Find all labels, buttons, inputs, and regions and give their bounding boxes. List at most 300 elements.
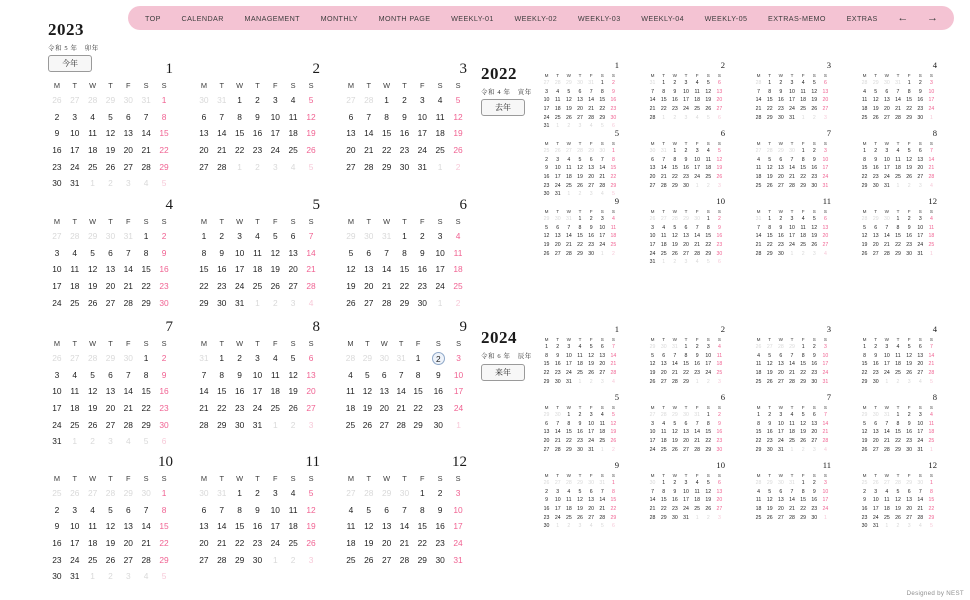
day-cell[interactable]: 19 — [716, 165, 723, 172]
day-cell[interactable]: 14 — [789, 361, 795, 368]
day-cell[interactable]: 8 — [219, 369, 225, 380]
day-cell[interactable]: 9 — [219, 247, 225, 258]
day-cell[interactable]: 5 — [929, 523, 933, 530]
day-cell[interactable]: 3 — [812, 250, 816, 257]
day-cell[interactable]: 12 — [543, 233, 550, 240]
day-cell[interactable]: 14 — [141, 521, 151, 532]
day-cell[interactable]: 7 — [673, 352, 677, 359]
day-cell[interactable]: 15 — [660, 497, 667, 504]
day-cell[interactable]: 31 — [141, 95, 151, 106]
day-cell[interactable]: 3 — [874, 488, 878, 495]
day-cell[interactable]: 10 — [694, 156, 701, 163]
day-cell[interactable]: 10 — [705, 352, 712, 359]
day-cell[interactable]: 13 — [660, 361, 667, 368]
day-cell[interactable]: 9 — [907, 224, 911, 231]
day-cell[interactable]: 7 — [885, 224, 889, 231]
day-cell[interactable]: 23 — [435, 538, 445, 549]
day-cell[interactable]: 31 — [895, 80, 901, 87]
day-cell[interactable]: 26 — [70, 488, 80, 499]
day-cell[interactable]: 23 — [766, 438, 773, 445]
day-cell[interactable]: 24 — [928, 106, 935, 113]
day-cell[interactable]: 24 — [822, 370, 829, 377]
day-cell[interactable]: 2 — [779, 216, 783, 223]
day-cell[interactable]: 13 — [683, 429, 689, 436]
day-cell[interactable]: 26 — [766, 378, 773, 385]
day-cell[interactable]: 29 — [159, 554, 169, 565]
day-cell[interactable]: 29 — [105, 353, 116, 364]
day-cell[interactable]: 13 — [554, 233, 561, 240]
day-cell[interactable]: 11 — [599, 420, 605, 427]
day-cell[interactable]: 22 — [381, 145, 392, 156]
day-cell[interactable]: 3 — [918, 412, 922, 419]
day-cell[interactable]: 13 — [822, 88, 829, 95]
day-cell[interactable]: 22 — [660, 106, 667, 113]
day-cell[interactable]: 21 — [565, 242, 572, 249]
day-cell[interactable]: 24 — [554, 514, 561, 521]
day-cell[interactable]: 23 — [811, 370, 818, 377]
day-cell[interactable]: 26 — [565, 114, 572, 121]
day-cell[interactable]: 14 — [883, 233, 890, 240]
day-cell[interactable]: 30 — [379, 353, 389, 364]
day-cell[interactable]: 8 — [143, 369, 149, 380]
day-cell[interactable]: 20 — [917, 165, 924, 172]
day-cell[interactable]: 18 — [565, 506, 572, 513]
day-cell[interactable]: 31 — [588, 446, 595, 453]
day-cell[interactable]: 26 — [577, 182, 583, 189]
day-cell[interactable]: 23 — [52, 161, 62, 172]
day-cell[interactable]: 22 — [705, 438, 712, 445]
day-cell[interactable]: 2 — [219, 231, 225, 242]
day-cell[interactable]: 27 — [554, 250, 561, 257]
day-cell[interactable]: 30 — [159, 419, 169, 430]
day-cell[interactable]: 10 — [789, 224, 795, 231]
day-cell[interactable]: 19 — [105, 145, 116, 156]
day-cell[interactable]: 16 — [811, 165, 818, 172]
day-cell[interactable]: 25 — [435, 145, 445, 156]
day-cell[interactable]: 30 — [141, 488, 151, 499]
day-cell[interactable]: 6 — [874, 420, 878, 427]
day-cell[interactable]: 21 — [306, 264, 316, 275]
day-cell[interactable]: 12 — [577, 497, 583, 504]
day-cell[interactable]: 23 — [671, 106, 678, 113]
day-cell[interactable]: 3 — [578, 523, 582, 530]
day-cell[interactable]: 2 — [578, 191, 582, 198]
day-cell[interactable]: 28 — [917, 514, 924, 521]
day-cell[interactable]: 31 — [789, 114, 795, 121]
nav-item-weekly-02[interactable]: WEEKLY-02 — [514, 13, 558, 23]
day-cell[interactable]: 25 — [883, 514, 890, 521]
day-cell[interactable]: 8 — [384, 111, 389, 122]
day-cell[interactable]: 10 — [789, 88, 795, 95]
day-cell[interactable]: 13 — [917, 352, 924, 359]
day-cell[interactable]: 18 — [610, 233, 617, 240]
day-cell[interactable]: 29 — [766, 250, 773, 257]
day-cell[interactable]: 11 — [270, 369, 280, 380]
day-cell[interactable]: 4 — [695, 114, 699, 121]
day-cell[interactable]: 11 — [346, 386, 355, 397]
day-cell[interactable]: 1 — [885, 378, 889, 385]
day-cell[interactable]: 27 — [87, 488, 98, 499]
day-cell[interactable]: 26 — [811, 106, 818, 113]
day-cell[interactable]: 20 — [777, 370, 784, 377]
day-cell[interactable]: 24 — [453, 403, 464, 414]
day-cell[interactable]: 16 — [159, 386, 169, 397]
day-cell[interactable]: 31 — [822, 182, 829, 189]
day-cell[interactable]: 9 — [695, 352, 699, 359]
day-cell[interactable]: 30 — [105, 231, 116, 242]
day-cell[interactable]: 11 — [755, 165, 762, 172]
day-cell[interactable]: 6 — [918, 148, 922, 155]
day-cell[interactable]: 17 — [917, 233, 924, 240]
day-cell[interactable]: 24 — [789, 242, 795, 249]
day-cell[interactable]: 25 — [610, 242, 617, 249]
day-cell[interactable]: 14 — [694, 429, 701, 436]
day-cell[interactable]: 16 — [554, 361, 561, 368]
day-cell[interactable]: 23 — [252, 145, 263, 156]
day-cell[interactable]: 29 — [766, 114, 773, 121]
day-cell[interactable]: 22 — [906, 106, 913, 113]
day-cell[interactable]: 7 — [929, 148, 933, 155]
this-year-button[interactable]: 今年 — [48, 55, 92, 72]
day-cell[interactable]: 16 — [906, 429, 913, 436]
day-cell[interactable]: 10 — [435, 247, 445, 258]
nav-item-weekly-03[interactable]: WEEKLY-03 — [577, 13, 621, 23]
day-cell[interactable]: 20 — [123, 538, 133, 549]
day-cell[interactable]: 16 — [766, 429, 773, 436]
day-cell[interactable]: 28 — [364, 161, 374, 172]
day-cell[interactable]: 30 — [252, 554, 263, 565]
day-cell[interactable]: 3 — [456, 353, 461, 364]
day-cell[interactable]: 31 — [417, 161, 427, 172]
day-cell[interactable]: 17 — [705, 361, 712, 368]
day-cell[interactable]: 27 — [105, 297, 116, 308]
day-cell[interactable]: 28 — [565, 250, 572, 257]
day-cell[interactable]: 8 — [402, 247, 407, 258]
day-cell[interactable]: 17 — [694, 165, 701, 172]
day-cell[interactable]: 26 — [52, 353, 62, 364]
day-cell[interactable]: 8 — [161, 504, 167, 515]
day-cell[interactable]: 8 — [578, 224, 582, 231]
day-cell[interactable]: 28 — [141, 161, 151, 172]
day-cell[interactable]: 4 — [600, 412, 604, 419]
day-cell[interactable]: 27 — [70, 95, 80, 106]
day-cell[interactable]: 4 — [578, 344, 582, 351]
day-cell[interactable]: 30 — [399, 161, 410, 172]
day-cell[interactable]: 1 — [437, 161, 443, 172]
day-cell[interactable]: 20 — [716, 497, 723, 504]
day-cell[interactable]: 18 — [694, 497, 701, 504]
day-cell[interactable]: 5 — [863, 420, 867, 427]
day-cell[interactable]: 22 — [217, 403, 227, 414]
day-cell[interactable]: 1 — [823, 514, 827, 521]
day-cell[interactable]: 6 — [348, 111, 354, 122]
day-cell[interactable]: 3 — [589, 191, 593, 198]
day-cell[interactable]: 1 — [201, 231, 207, 242]
day-cell[interactable]: 8 — [907, 88, 911, 95]
day-cell[interactable]: 12 — [288, 369, 298, 380]
day-cell[interactable]: 20 — [660, 370, 667, 377]
day-cell[interactable]: 2 — [578, 412, 582, 419]
day-cell[interactable]: 22 — [159, 145, 169, 156]
day-cell[interactable]: 8 — [706, 224, 710, 231]
day-cell[interactable]: 10 — [883, 156, 890, 163]
day-cell[interactable]: 7 — [695, 224, 699, 231]
day-cell[interactable]: 18 — [800, 233, 807, 240]
day-cell[interactable]: 1 — [237, 95, 242, 106]
day-cell[interactable]: 24 — [705, 370, 712, 377]
day-cell[interactable]: 1 — [556, 523, 560, 530]
day-cell[interactable]: 2 — [812, 344, 816, 351]
day-cell[interactable]: 22 — [417, 538, 427, 549]
day-cell[interactable]: 1 — [219, 353, 225, 364]
day-cell[interactable]: 19 — [766, 370, 773, 377]
day-cell[interactable]: 17 — [588, 429, 595, 436]
day-cell[interactable]: 8 — [768, 88, 772, 95]
day-cell[interactable]: 4 — [662, 420, 666, 427]
day-cell[interactable]: 5 — [673, 420, 677, 427]
day-cell[interactable]: 14 — [822, 420, 829, 427]
day-cell[interactable]: 17 — [649, 242, 656, 249]
day-cell[interactable]: 31 — [565, 216, 572, 223]
day-cell[interactable]: 11 — [661, 429, 667, 436]
day-cell[interactable]: 6 — [381, 369, 387, 380]
day-cell[interactable]: 25 — [288, 538, 298, 549]
day-cell[interactable]: 17 — [883, 361, 890, 368]
day-cell[interactable]: 20 — [872, 242, 879, 249]
day-cell[interactable]: 19 — [861, 242, 868, 249]
day-cell[interactable]: 2 — [768, 412, 772, 419]
day-cell[interactable]: 1 — [567, 191, 571, 198]
day-cell[interactable]: 29 — [381, 488, 392, 499]
day-cell[interactable]: 19 — [577, 506, 583, 513]
day-cell[interactable]: 10 — [822, 488, 829, 495]
day-cell[interactable]: 15 — [399, 264, 410, 275]
day-cell[interactable]: 1 — [801, 480, 805, 487]
day-cell[interactable]: 1 — [673, 148, 677, 155]
day-cell[interactable]: 3 — [578, 123, 582, 130]
day-cell[interactable]: 28 — [364, 488, 374, 499]
day-cell[interactable]: 27 — [883, 480, 890, 487]
day-cell[interactable]: 7 — [366, 111, 372, 122]
day-cell[interactable]: 4 — [72, 369, 78, 380]
day-cell[interactable]: 24 — [694, 174, 701, 181]
day-cell[interactable]: 3 — [272, 95, 278, 106]
day-cell[interactable]: 5 — [161, 571, 167, 582]
day-cell[interactable]: 18 — [270, 386, 280, 397]
day-cell[interactable]: 27 — [199, 554, 209, 565]
day-cell[interactable]: 14 — [895, 97, 901, 104]
day-cell[interactable]: 9 — [545, 497, 549, 504]
day-cell[interactable]: 29 — [610, 514, 617, 521]
day-cell[interactable]: 2 — [812, 148, 816, 155]
day-cell[interactable]: 26 — [610, 438, 617, 445]
day-cell[interactable]: 7 — [125, 369, 131, 380]
day-cell[interactable]: 10 — [565, 352, 572, 359]
day-cell[interactable]: 26 — [346, 297, 356, 308]
day-cell[interactable]: 27 — [288, 281, 298, 292]
day-cell[interactable]: 24 — [683, 106, 689, 113]
day-cell[interactable]: 6 — [201, 504, 207, 515]
day-cell[interactable]: 13 — [105, 386, 116, 397]
day-cell[interactable]: 21 — [399, 538, 410, 549]
day-cell[interactable]: 1 — [896, 182, 900, 189]
day-cell[interactable]: 12 — [306, 504, 316, 515]
day-cell[interactable]: 4 — [823, 250, 827, 257]
day-cell[interactable]: 2 — [673, 80, 677, 87]
day-cell[interactable]: 16 — [861, 506, 868, 513]
day-cell[interactable]: 8 — [415, 369, 421, 380]
day-cell[interactable]: 3 — [308, 554, 314, 565]
day-cell[interactable]: 19 — [811, 233, 818, 240]
day-cell[interactable]: 13 — [872, 429, 879, 436]
day-cell[interactable]: 15 — [800, 497, 807, 504]
day-cell[interactable]: 11 — [800, 224, 806, 231]
day-cell[interactable]: 6 — [589, 488, 593, 495]
day-cell[interactable]: 23 — [683, 174, 689, 181]
day-cell[interactable]: 15 — [159, 521, 169, 532]
day-cell[interactable]: 3 — [125, 571, 131, 582]
day-cell[interactable]: 2 — [706, 182, 710, 189]
day-cell[interactable]: 13 — [872, 233, 879, 240]
day-cell[interactable]: 15 — [413, 386, 423, 397]
day-cell[interactable]: 22 — [141, 281, 151, 292]
day-cell[interactable]: 3 — [918, 216, 922, 223]
nav-item-extras-memo[interactable]: EXTRAS-MEMO — [768, 13, 826, 23]
day-cell[interactable]: 7 — [201, 369, 207, 380]
day-cell[interactable]: 4 — [918, 378, 922, 385]
day-cell[interactable]: 27 — [766, 344, 773, 351]
day-cell[interactable]: 5 — [90, 369, 95, 380]
day-cell[interactable]: 1 — [896, 216, 900, 223]
day-cell[interactable]: 5 — [768, 352, 772, 359]
day-cell[interactable]: 25 — [928, 438, 935, 445]
day-cell[interactable]: 17 — [928, 97, 935, 104]
day-cell[interactable]: 3 — [437, 231, 443, 242]
day-cell[interactable]: 11 — [577, 352, 583, 359]
day-cell[interactable]: 5 — [308, 161, 314, 172]
day-cell[interactable]: 28 — [649, 114, 656, 121]
day-cell[interactable]: 9 — [684, 156, 688, 163]
day-cell[interactable]: 3 — [290, 297, 296, 308]
day-cell[interactable]: 24 — [917, 438, 924, 445]
day-cell[interactable]: 8 — [611, 156, 615, 163]
day-cell[interactable]: 5 — [801, 412, 805, 419]
day-cell[interactable]: 16 — [399, 128, 410, 139]
day-cell[interactable]: 4 — [589, 523, 593, 530]
day-cell[interactable]: 28 — [199, 419, 209, 430]
day-cell[interactable]: 2 — [896, 378, 900, 385]
day-cell[interactable]: 5 — [365, 369, 370, 380]
day-cell[interactable]: 3 — [125, 178, 131, 189]
day-cell[interactable]: 9 — [768, 420, 772, 427]
day-cell[interactable]: 14 — [928, 352, 935, 359]
nav-item-management[interactable]: MANAGEMENT — [244, 13, 300, 23]
day-cell[interactable]: 12 — [906, 352, 913, 359]
day-cell[interactable]: 4 — [801, 216, 805, 223]
day-cell[interactable]: 3 — [272, 161, 278, 172]
day-cell[interactable]: 27 — [346, 95, 356, 106]
day-cell[interactable]: 20 — [346, 145, 356, 156]
day-cell[interactable]: 29 — [599, 114, 606, 121]
day-cell[interactable]: 23 — [417, 281, 427, 292]
day-cell[interactable]: 1 — [706, 412, 710, 419]
day-cell[interactable]: 10 — [554, 165, 561, 172]
day-cell[interactable]: 4 — [611, 216, 615, 223]
day-cell[interactable]: 30 — [906, 446, 913, 453]
day-cell[interactable]: 15 — [671, 165, 678, 172]
day-cell[interactable]: 3 — [272, 488, 278, 499]
day-cell[interactable]: 25 — [800, 242, 807, 249]
day-cell[interactable]: 15 — [895, 429, 901, 436]
day-cell[interactable]: 31 — [660, 148, 667, 155]
day-cell[interactable]: 3 — [885, 148, 889, 155]
day-cell[interactable]: 28 — [87, 95, 98, 106]
day-cell[interactable]: 6 — [611, 123, 615, 130]
day-cell[interactable]: 9 — [907, 420, 911, 427]
day-cell[interactable]: 29 — [565, 446, 572, 453]
day-cell[interactable]: 13 — [777, 165, 784, 172]
day-cell[interactable]: 27 — [683, 250, 689, 257]
day-cell[interactable]: 1 — [801, 148, 805, 155]
day-cell[interactable]: 1 — [684, 344, 688, 351]
day-cell[interactable]: 7 — [885, 420, 889, 427]
day-cell[interactable]: 29 — [789, 344, 795, 351]
day-cell[interactable]: 3 — [717, 378, 721, 385]
day-cell[interactable]: 27 — [588, 182, 595, 189]
day-cell[interactable]: 25 — [345, 419, 356, 430]
day-cell[interactable]: 11 — [661, 233, 667, 240]
day-cell[interactable]: 5 — [161, 178, 167, 189]
day-cell[interactable]: 19 — [87, 281, 98, 292]
day-cell[interactable]: 26 — [649, 216, 656, 223]
day-cell[interactable]: 23 — [777, 242, 784, 249]
day-cell[interactable]: 3 — [907, 523, 911, 530]
day-cell[interactable]: 3 — [717, 514, 721, 521]
day-cell[interactable]: 3 — [54, 247, 60, 258]
day-cell[interactable]: 18 — [895, 361, 901, 368]
day-cell[interactable]: 22 — [610, 174, 617, 181]
day-cell[interactable]: 30 — [234, 419, 245, 430]
day-cell[interactable]: 15 — [577, 233, 583, 240]
day-cell[interactable]: 23 — [554, 370, 561, 377]
day-cell[interactable]: 9 — [589, 224, 593, 231]
day-cell[interactable]: 27 — [588, 514, 595, 521]
day-cell[interactable]: 29 — [141, 419, 151, 430]
day-cell[interactable]: 17 — [683, 97, 689, 104]
day-cell[interactable]: 6 — [290, 231, 296, 242]
day-cell[interactable]: 24 — [70, 554, 80, 565]
day-cell[interactable]: 6 — [600, 344, 604, 351]
day-cell[interactable]: 17 — [822, 361, 829, 368]
day-cell[interactable]: 31 — [217, 488, 227, 499]
day-cell[interactable]: 29 — [755, 446, 762, 453]
day-cell[interactable]: 15 — [766, 97, 773, 104]
day-cell[interactable]: 23 — [52, 554, 62, 565]
day-cell[interactable]: 8 — [673, 156, 677, 163]
day-cell[interactable]: 7 — [651, 488, 655, 495]
day-cell[interactable]: 1 — [272, 554, 278, 565]
day-cell[interactable]: 20 — [306, 386, 316, 397]
day-cell[interactable]: 28 — [694, 250, 701, 257]
day-cell[interactable]: 9 — [812, 156, 816, 163]
day-cell[interactable]: 28 — [610, 370, 617, 377]
day-cell[interactable]: 27 — [123, 161, 133, 172]
day-cell[interactable]: 24 — [52, 419, 62, 430]
day-cell[interactable]: 13 — [588, 497, 595, 504]
day-cell[interactable]: 26 — [364, 554, 374, 565]
day-cell[interactable]: 3 — [684, 259, 688, 266]
day-cell[interactable]: 24 — [565, 370, 572, 377]
